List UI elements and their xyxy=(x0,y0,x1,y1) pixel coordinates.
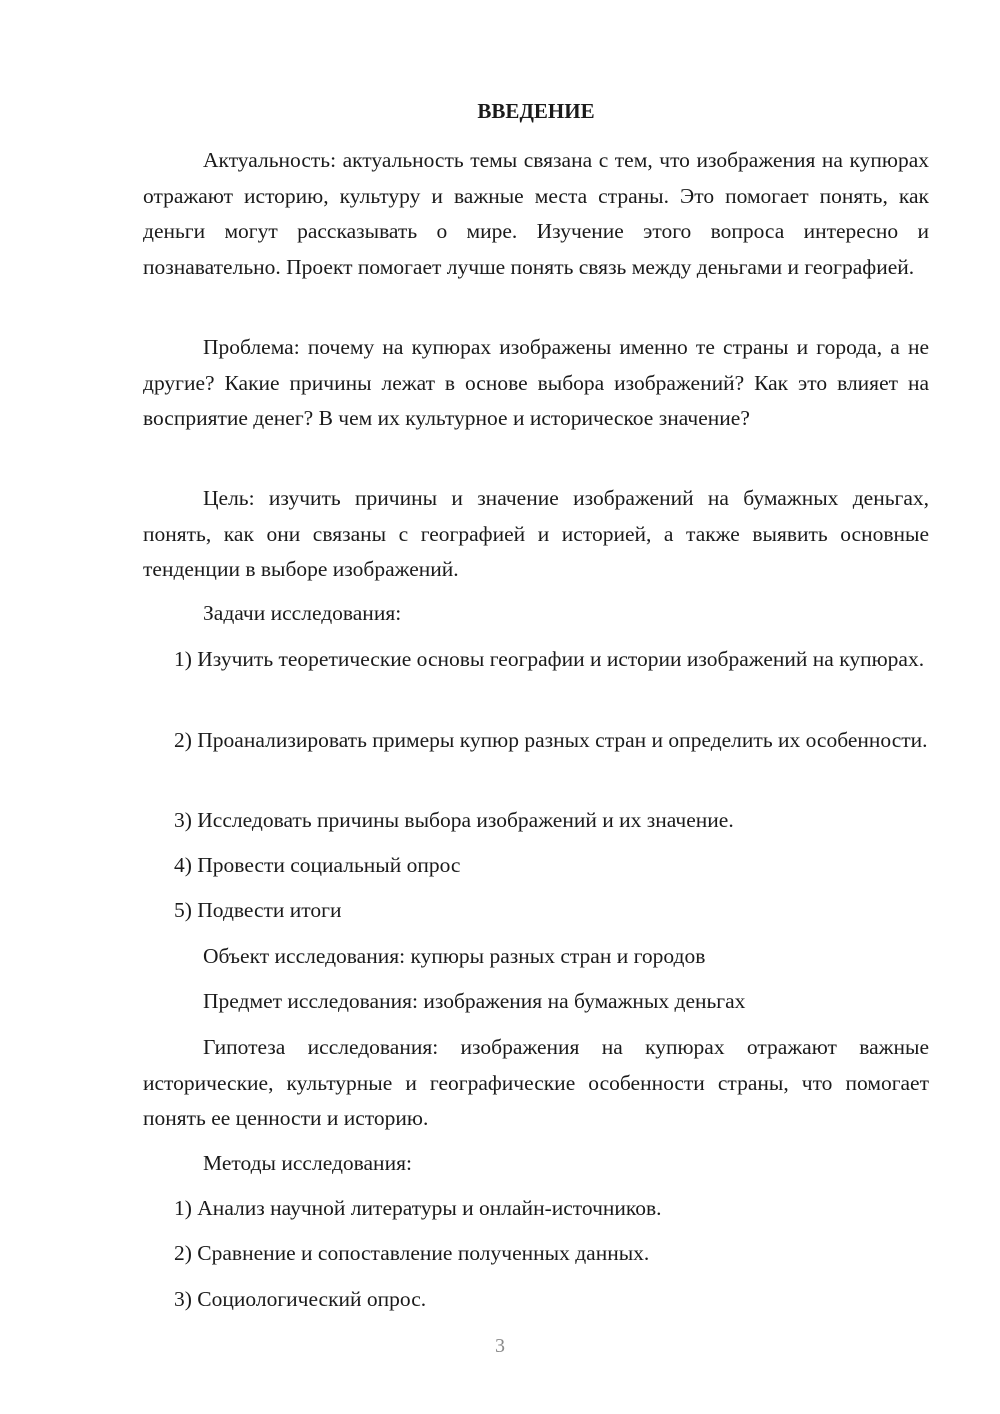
object-paragraph: Объект исследования: купюры разных стран и городов xyxy=(203,944,706,968)
goal-paragraph: Цель: изучить причины и значение изображений на бумажных деньгах, понять, как они связаны с географией и историей, а также выявить основные тенденции в выборе изображений. xyxy=(143,486,929,581)
task-item-1: 1) Изучить теоретические основы географии и истории изображений на купюрах. xyxy=(174,647,925,671)
task-item-3: 3) Исследовать причины выбора изображений и их значение. xyxy=(174,808,734,832)
hypothesis-paragraph: Гипотеза исследования: изображения на купюрах отражают важные исторические, культурные и географические особенности страны, что помогает понять ее ценности и историю. xyxy=(143,1035,929,1130)
tasks-heading: Задачи исследования: xyxy=(203,601,402,625)
task-item-5: 5) Подвести итоги xyxy=(174,898,342,922)
method-item-3: 3) Социологический опрос. xyxy=(174,1287,427,1311)
section-title: ВВЕДЕНИЕ xyxy=(477,99,595,123)
method-item-1: 1) Анализ научной литературы и онлайн-источников. xyxy=(174,1196,662,1220)
page-number: 3 xyxy=(495,1335,505,1357)
task-item-2: 2) Проанализировать примеры купюр разных стран и определить их особенности. xyxy=(174,728,928,752)
task-item-4: 4) Провести социальный опрос xyxy=(174,853,461,877)
problem-paragraph: Проблема: почему на купюрах изображены именно те страны и города, а не другие? Какие причины лежат в основе выбора изображений? Как это влияет на восприятие денег? В чем их культурное и историческое значение? xyxy=(143,335,929,430)
methods-heading: Методы исследования: xyxy=(203,1151,412,1175)
method-item-2: 2) Сравнение и сопоставление полученных данных. xyxy=(174,1241,650,1265)
subject-paragraph: Предмет исследования: изображения на бумажных деньгах xyxy=(203,989,746,1013)
relevance-paragraph: Актуальность: актуальность темы связана с тем, что изображения на купюрах отражают историю, культуру и важные места страны. Это помогает понять, как деньги могут рассказывать о мире. Изучение этого вопроса интересно и познавательно. Проект помогает лучше понять связь между деньгами и географией. xyxy=(143,148,929,279)
